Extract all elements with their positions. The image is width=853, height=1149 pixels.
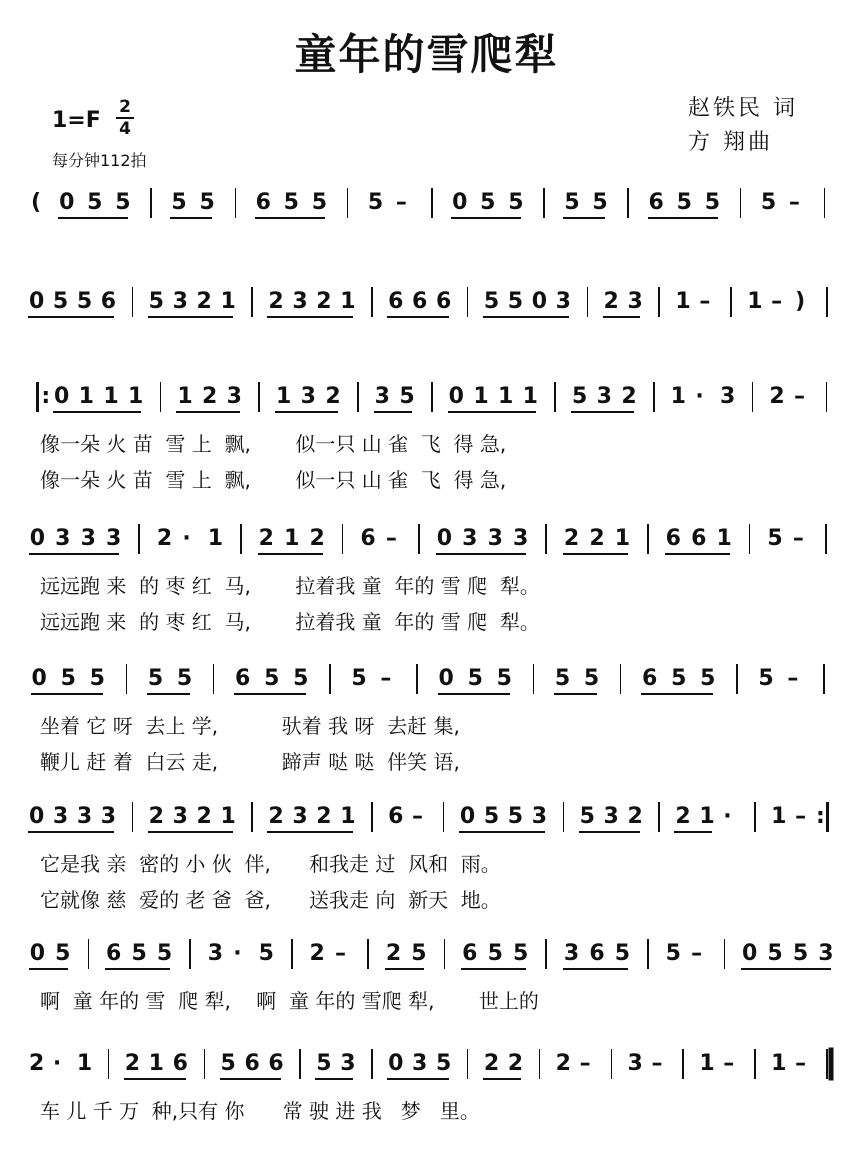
- note-token: 2: [603, 289, 619, 314]
- note-token: 1: [103, 384, 119, 409]
- note-token: 5: [671, 666, 687, 691]
- note-token: 1: [78, 384, 94, 409]
- note-token: 3: [720, 384, 736, 409]
- bar-line: [258, 382, 260, 412]
- bar-line: [213, 664, 215, 694]
- note-token: 1: [522, 384, 538, 409]
- bar-line: [533, 664, 535, 694]
- note-token: 2: [28, 1051, 45, 1076]
- note-token: 2: [325, 384, 341, 409]
- bar-line: [658, 287, 660, 317]
- bar-line: [291, 939, 293, 969]
- note-token: 5: [467, 666, 483, 691]
- note-token: 2: [202, 384, 218, 409]
- note-token: 3: [76, 804, 93, 829]
- bar-line: [357, 382, 359, 412]
- bar-line: [647, 524, 649, 554]
- note-token: –: [788, 190, 800, 215]
- bar-line: [611, 1049, 613, 1079]
- note-token: 3: [374, 384, 390, 409]
- note-token: 3: [818, 941, 834, 966]
- note-token: 5: [507, 804, 524, 829]
- bar-line: [620, 664, 622, 694]
- note-token: 5: [767, 526, 783, 551]
- note-token: –: [699, 289, 711, 314]
- note-token: 6: [388, 804, 404, 829]
- note-token: 1: [670, 384, 686, 409]
- note-token: 5: [700, 666, 716, 691]
- note-token: (: [31, 190, 42, 215]
- note-token: –: [579, 1051, 591, 1076]
- bar-line: [554, 382, 556, 412]
- time-signature-top: 2: [119, 97, 131, 117]
- bar-line: [240, 524, 242, 554]
- note-token: 5: [176, 666, 193, 691]
- note-token: –: [395, 190, 407, 215]
- note-token: –: [795, 1051, 807, 1076]
- note-token: 3: [627, 1051, 643, 1076]
- bar-line: [150, 188, 152, 218]
- note-token: 2: [507, 1051, 524, 1076]
- lyric-line: 它就像 慈 爱的 老 爸 爸, 送我走 向 新天 地。: [40, 888, 501, 912]
- note-token: 6: [100, 289, 117, 314]
- note-token: 3: [627, 289, 643, 314]
- bar-line: [367, 939, 369, 969]
- note-token: 3: [52, 804, 69, 829]
- note-token: 5: [496, 666, 512, 691]
- song-title: 童年的雪爬犁: [294, 30, 559, 79]
- note-token: –: [385, 526, 397, 551]
- note-token: 5: [115, 190, 131, 215]
- bar-line: [189, 939, 191, 969]
- note-token: 3: [207, 941, 224, 966]
- note-token: 1: [614, 526, 631, 551]
- note-token: 5: [564, 190, 580, 215]
- note-token: 3: [226, 384, 242, 409]
- note-token: 2: [268, 804, 284, 829]
- note-token: 3: [462, 526, 478, 551]
- bar-line: [371, 287, 373, 317]
- note-token: 5: [480, 190, 496, 215]
- note-token: 1: [128, 384, 144, 409]
- bar-line: [132, 287, 134, 317]
- lyric-line: 鞭儿 赶 着 白云 走, 蹄声 哒 哒 伴笑 语,: [40, 750, 460, 774]
- bar-line: [251, 802, 253, 832]
- note-token: 5: [411, 941, 427, 966]
- note-token: 5: [87, 190, 103, 215]
- bar-line: [235, 188, 237, 218]
- note-token: 5: [52, 289, 69, 314]
- note-token: 5: [264, 666, 280, 691]
- note-token: 1: [340, 804, 356, 829]
- note-token: 0: [59, 190, 75, 215]
- bar-line: [204, 1049, 206, 1079]
- bar-line: [431, 382, 433, 412]
- note-token: ·: [723, 804, 732, 829]
- note-token: 5: [55, 941, 71, 966]
- tempo-marking: 每分钟112拍: [52, 151, 147, 170]
- note-token: 1: [771, 804, 787, 829]
- note-token: 1: [747, 289, 763, 314]
- note-token: –: [794, 384, 805, 409]
- note-token: 1: [771, 1051, 787, 1076]
- bar-line: [752, 382, 754, 412]
- note-token: 5: [293, 666, 309, 691]
- bar-line: [653, 382, 655, 412]
- note-token: 3: [531, 804, 548, 829]
- note-token: 1: [716, 526, 732, 551]
- bar-line: [754, 1049, 756, 1079]
- note-token: 3: [55, 526, 71, 551]
- note-token: 2: [589, 526, 605, 551]
- note-token: ·: [233, 941, 242, 966]
- note-token: –: [723, 1051, 735, 1076]
- note-token: 6: [589, 941, 605, 966]
- note-token: 5: [583, 666, 600, 691]
- bar-line: [251, 287, 253, 317]
- note-token: –: [651, 1051, 663, 1076]
- note-token: 5: [60, 666, 76, 691]
- bar-line: [740, 188, 742, 218]
- note-token: 6: [106, 941, 122, 966]
- note-token: 0: [459, 804, 476, 829]
- note-token: 0: [436, 526, 453, 551]
- note-token: 2: [627, 804, 643, 829]
- bar-line: [730, 287, 732, 317]
- bar-line: [467, 1049, 469, 1079]
- note-token: ·: [182, 526, 191, 551]
- note-token: 5: [758, 666, 774, 691]
- note-token: 5: [258, 941, 274, 966]
- note-token: 2: [316, 289, 332, 314]
- bar-line: [749, 524, 751, 554]
- lyric-line: 它是我 亲 密的 小 伙 伴, 和我走 过 风和 雨。: [40, 852, 501, 876]
- note-token: 5: [676, 190, 692, 215]
- repeat-dots: :: [816, 804, 825, 829]
- note-token: 5: [199, 190, 215, 215]
- note-token: 1: [699, 804, 715, 829]
- bar-line: [329, 664, 331, 694]
- bar-line: [543, 188, 545, 218]
- note-token: 3: [596, 384, 612, 409]
- repeat-dots: :: [41, 384, 51, 409]
- note-token: 2: [385, 941, 402, 966]
- note-token: 5: [311, 190, 328, 215]
- bar-line: [371, 1049, 373, 1079]
- note-token: 5: [220, 1051, 236, 1076]
- lyric-line: 远远跑 来 的 枣 红 马, 拉着我 童 年的 雪 爬 犁。: [40, 574, 540, 598]
- note-token: 3: [412, 1051, 428, 1076]
- note-token: 5: [760, 190, 777, 215]
- note-token: 5: [792, 941, 809, 966]
- note-token: 3: [80, 526, 96, 551]
- lyric-line: 像一朵 火 苗 雪 上 飘, 似一只 山 雀 飞 得 急,: [40, 468, 507, 492]
- note-token: 5: [171, 190, 187, 215]
- note-token: 6: [691, 526, 707, 551]
- note-token: 2: [316, 804, 332, 829]
- note-token: 5: [156, 941, 173, 966]
- note-token: 2: [196, 289, 212, 314]
- bar-line: [347, 188, 349, 218]
- bar-line: [826, 1049, 828, 1079]
- bar-line: [160, 382, 162, 412]
- note-token: 6: [665, 526, 681, 551]
- note-token: 5: [554, 666, 571, 691]
- note-token: 6: [642, 666, 658, 691]
- note-token: 0: [448, 384, 464, 409]
- note-token: 5: [507, 289, 524, 314]
- note-token: 2: [555, 1051, 571, 1076]
- note-token: –: [334, 941, 346, 966]
- bar-line: [138, 524, 140, 554]
- bar-line: [342, 524, 344, 554]
- note-token: 2: [156, 526, 173, 551]
- note-token: 2: [309, 526, 325, 551]
- note-token: 1: [276, 384, 292, 409]
- bar-line: [36, 382, 39, 412]
- note-token: 2: [196, 804, 212, 829]
- note-token: 5: [435, 1051, 452, 1076]
- note-token: 0: [388, 1051, 404, 1076]
- note-token: –: [771, 289, 783, 314]
- bar-line: [826, 382, 828, 412]
- bar-line: [824, 188, 826, 218]
- note-token: –: [691, 941, 703, 966]
- note-token: 0: [54, 384, 70, 409]
- note-token: 2: [483, 1051, 500, 1076]
- bar-line: [545, 939, 547, 969]
- note-token: 5: [513, 941, 529, 966]
- note-token: 3: [487, 526, 503, 551]
- note-token: 0: [28, 289, 45, 314]
- bar-line: [431, 188, 433, 218]
- composer-credit: 方 翔曲: [688, 130, 773, 155]
- note-token: 5: [89, 666, 105, 691]
- note-token: 6: [412, 289, 428, 314]
- note-token: 5: [572, 384, 588, 409]
- bar-line: [416, 664, 418, 694]
- bar-line: [587, 287, 589, 317]
- note-token: –: [412, 804, 424, 829]
- note-token: 3: [100, 804, 117, 829]
- note-token: 5: [483, 289, 500, 314]
- note-token: 0: [741, 941, 758, 966]
- note-token: 1: [340, 289, 356, 314]
- note-token: 2: [621, 384, 637, 409]
- note-token: 1: [699, 1051, 715, 1076]
- bar-line: [371, 802, 373, 832]
- note-token: 5: [351, 666, 367, 691]
- note-token: –: [787, 666, 799, 691]
- note-token: 6: [462, 941, 478, 966]
- note-token: 0: [31, 666, 47, 691]
- note-token: 6: [648, 190, 664, 215]
- note-token: 2: [563, 526, 580, 551]
- note-token: 1: [207, 526, 224, 551]
- note-token: 5: [131, 941, 147, 966]
- note-token: ): [795, 289, 806, 314]
- bar-line: [682, 1049, 684, 1079]
- bar-line: [826, 287, 828, 317]
- lyric-line: 像一朵 火 苗 雪 上 飘, 似一只 山 雀 飞 得 急,: [40, 432, 507, 456]
- note-token: 1: [284, 526, 300, 551]
- key-signature: 1=F: [52, 108, 101, 133]
- bar-line: [443, 802, 445, 832]
- note-token: 5: [579, 804, 595, 829]
- bar-line: [823, 664, 825, 694]
- note-token: 1: [473, 384, 489, 409]
- bar-line: [647, 939, 649, 969]
- note-token: 0: [28, 804, 45, 829]
- note-token: 6: [268, 1051, 284, 1076]
- bar-line: [724, 939, 726, 969]
- bar-line: [627, 188, 629, 218]
- bar-line: [545, 524, 547, 554]
- lyric-line: 坐着 它 呀 去上 学, 驮着 我 呀 去赶 集,: [40, 714, 460, 738]
- lyricist-credit: 赵铁民 词: [688, 96, 798, 121]
- time-signature: [116, 98, 134, 138]
- note-token: 2: [309, 941, 325, 966]
- bar-line: [132, 802, 134, 832]
- note-token: 5: [508, 190, 524, 215]
- note-token: 5: [592, 190, 608, 215]
- note-token: 0: [29, 941, 46, 966]
- note-token: 5: [614, 941, 631, 966]
- note-token: 3: [106, 526, 122, 551]
- note-token: 5: [367, 190, 384, 215]
- note-token: –: [795, 804, 807, 829]
- note-token: 5: [399, 384, 415, 409]
- note-token: 1: [148, 1051, 164, 1076]
- lyric-line: 车 儿 千 万 种,只有 你 常 驶 进 我 梦 里。: [40, 1099, 480, 1123]
- note-token: 3: [340, 1051, 356, 1076]
- bar-line: [108, 1049, 110, 1079]
- note-token: 2: [268, 289, 284, 314]
- bar-line: [825, 524, 827, 554]
- bar-line: [826, 802, 829, 832]
- credits: [688, 92, 798, 160]
- note-token: 5: [483, 804, 500, 829]
- note-token: 3: [563, 941, 580, 966]
- note-token: 1: [220, 804, 236, 829]
- note-token: 3: [300, 384, 316, 409]
- lyric-line: 远远跑 来 的 枣 红 马, 拉着我 童 年的 雪 爬 犁。: [40, 610, 540, 634]
- bar-line: [126, 664, 128, 694]
- note-token: 1: [177, 384, 193, 409]
- note-token: 3: [292, 804, 308, 829]
- note-token: 3: [172, 804, 188, 829]
- note-token: 6: [435, 289, 452, 314]
- note-token: –: [792, 526, 804, 551]
- note-token: 6: [172, 1051, 188, 1076]
- note-token: 6: [388, 289, 404, 314]
- note-token: 2: [675, 804, 691, 829]
- note-token: 6: [244, 1051, 260, 1076]
- note-token: ·: [695, 384, 704, 409]
- note-token: 5: [316, 1051, 332, 1076]
- note-token: 0: [531, 289, 548, 314]
- note-token: 0: [29, 526, 46, 551]
- note-token: 6: [255, 190, 271, 215]
- note-token: 1: [675, 289, 691, 314]
- bar-line: [539, 1049, 541, 1079]
- note-token: 0: [452, 190, 468, 215]
- note-token: 1: [76, 1051, 93, 1076]
- lyric-line: 啊 童 年的 雪 爬 犁, 啊 童 年的 雪爬 犁, 世上的: [40, 989, 539, 1013]
- note-token: 3: [292, 289, 308, 314]
- bar-line: [736, 664, 738, 694]
- note-token: 6: [235, 666, 251, 691]
- note-token: 5: [767, 941, 783, 966]
- note-token: 5: [76, 289, 93, 314]
- note-token: –: [380, 666, 392, 691]
- note-token: 5: [147, 666, 164, 691]
- note-token: 5: [487, 941, 503, 966]
- note-token: 5: [148, 289, 164, 314]
- note-token: ·: [52, 1051, 62, 1076]
- note-token: 5: [283, 190, 299, 215]
- note-token: 3: [513, 526, 529, 551]
- note-token: 2: [148, 804, 164, 829]
- time-signature-bottom: 4: [119, 119, 131, 139]
- note-token: 1: [498, 384, 514, 409]
- bar-line: [563, 802, 565, 832]
- note-token: 3: [555, 289, 571, 314]
- bar-line: [658, 802, 660, 832]
- note-token: 2: [124, 1051, 141, 1076]
- note-token: 0: [438, 666, 454, 691]
- bar-line: [467, 287, 469, 317]
- note-token: 1: [220, 289, 236, 314]
- note-token: 6: [360, 526, 376, 551]
- bar-line: [418, 524, 420, 554]
- bar-line: [444, 939, 446, 969]
- note-token: 3: [172, 289, 188, 314]
- bar-line: [299, 1049, 301, 1079]
- note-token: 5: [704, 190, 720, 215]
- note-token: 5: [665, 941, 681, 966]
- note-token: 2: [258, 526, 274, 551]
- note-token: 2: [769, 384, 785, 409]
- bar-line: [88, 939, 90, 969]
- bar-line: [754, 802, 756, 832]
- note-token: 3: [603, 804, 619, 829]
